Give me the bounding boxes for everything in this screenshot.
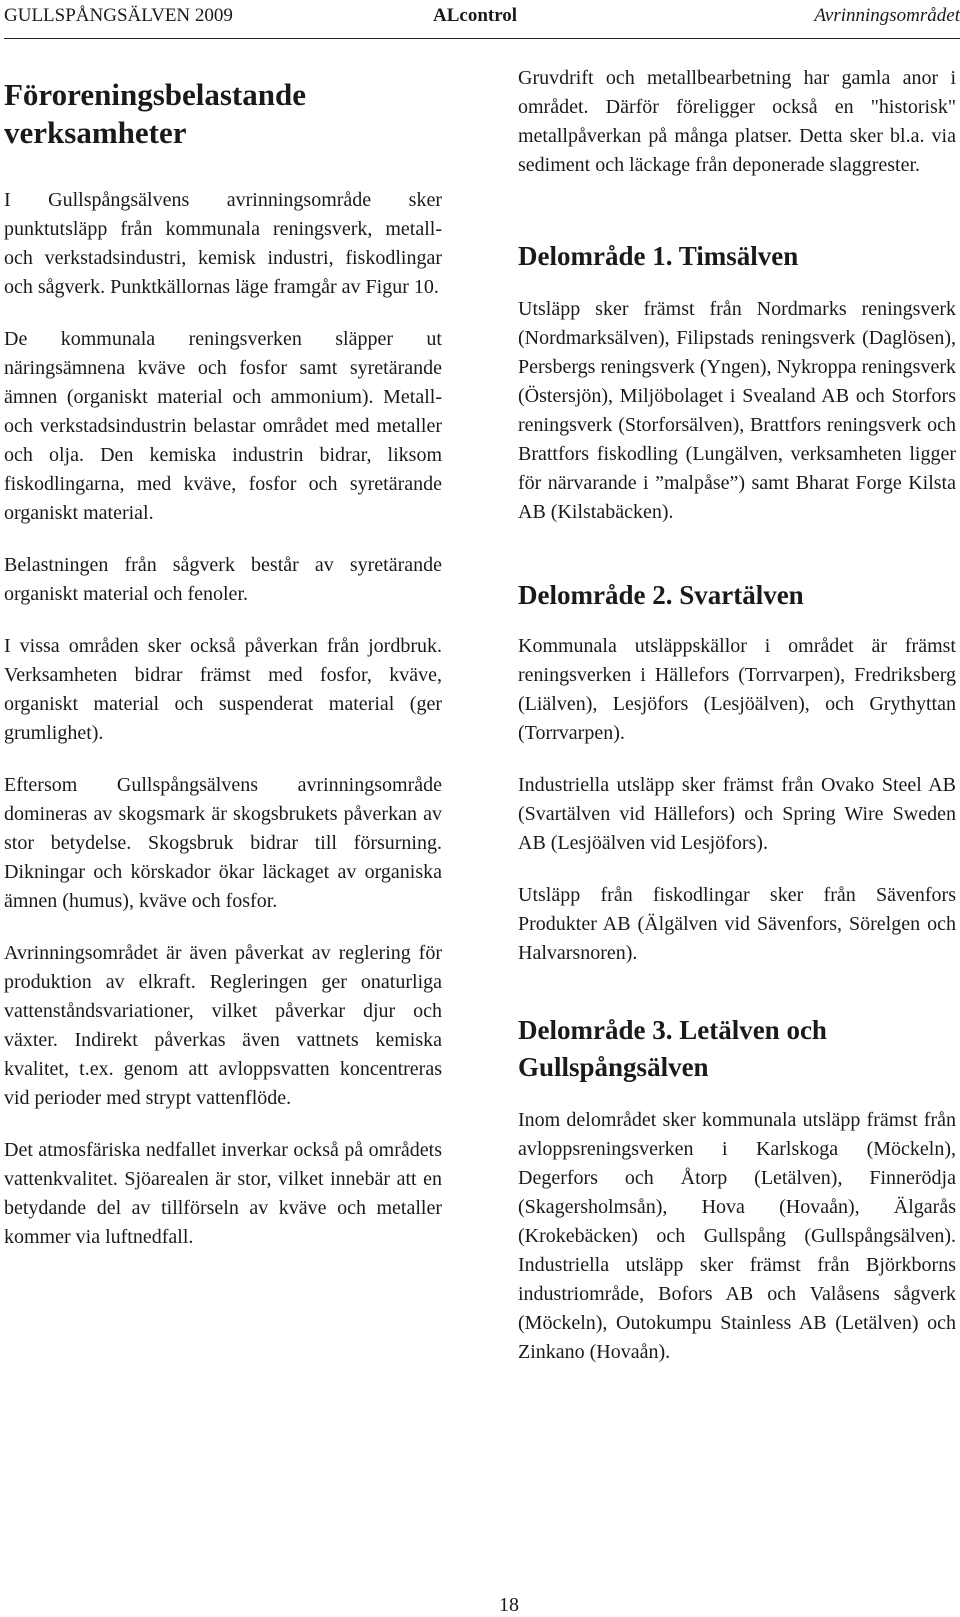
- paragraph: Belastningen från sågverk består av syretärande organiskt material och fenoler.: [4, 554, 442, 605]
- paragraph: Eftersom Gullspångsälvens avrinningsområde domineras av skogsmark är skogsbrukets påverkan av stor betydelse. Skogsbruk bidrar till försurning. Dikningar och körskador ökar läckaget av organiska ämnen (humus), kväve och fosfor.: [4, 774, 442, 912]
- paragraph: Gruvdrift och metallbearbetning har gamla anor i området. Därför föreligger också en "historisk" metallpåverkan på många platser. Detta sker bl.a. via sediment och läckage från deponerade slaggrester.: [518, 67, 956, 176]
- paragraph: Industriella utsläpp sker främst från Ovako Steel AB (Svartälven vid Hällefors) och Spring Wire Sweden AB (Lesjöälven vid Lesjöfors).: [518, 774, 956, 854]
- paragraph: I vissa områden sker också påverkan från jordbruk. Verksamheten bidrar främst med fosfor, kväve, organiskt material och suspenderat material (ger grumlighet).: [4, 635, 442, 744]
- paragraph: Avrinningsområdet är även påverkat av reglering för produktion av elkraft. Regleringen ger onaturliga vattenståndsvariationer, vilket påverkar djur och växter. Indirekt påverkas även vattnets kemiska kvalitet, t.ex. genom att avloppsvatten koncentreras vid perioder med strypt vattenflöde.: [4, 942, 442, 1109]
- page-number: 18: [499, 1594, 519, 1616]
- subsection-title: Delområde 1. Timsälven: [518, 241, 799, 271]
- subsection-title: Delområde 2. Svartälven: [518, 580, 804, 610]
- right-column: [518, 64, 956, 1367]
- paragraph: Utsläpp sker främst från Nordmarks reningsverk (Nordmarksälven), Filipstads reningsverk (Daglösen), Persbergs reningsverk (Yngen), Nykroppa reningsverk (Östersjön), Miljöbolaget i Svealand AB och Storfors reningsverk (Storforsälven), Brattfors reningsverk och Brattfors fiskodling (Lungälven, verksamheten ligger för närvarande i ”malpåse”) samt Bharat Forge Kilsta AB (Kilstabäcken).: [518, 298, 956, 523]
- paragraph: Kommunala utsläppskällor i området är främst reningsverken i Hällefors (Torrvarpen), Fredriksberg (Liälven), Lesjöfors (Lesjöälven), och Grythyttan (Torrvarpen).: [518, 635, 956, 744]
- paragraph: De kommunala reningsverken släpper ut näringsämnena kväve och fosfor samt syretärande ämnen (organiskt material och ammonium). Metall- och verkstadsindustrin belastar området med metaller och olja. Den kemiska industrin bidrar, liksom fiskodlingarna, med kväve, fosfor och syretärande organiskt material.: [4, 328, 442, 524]
- paragraph: Inom delområdet sker kommunala utsläpp främst från avloppsreningsverken i Karlskoga (Möckeln), Degerfors och Åtorp (Letälven), Finnerödja (Skagersholmsån), Hova (Hovaån), Älgarås (Krokebäcken) och Gullspång (Gullspångsälven). Industriella utsläpp sker främst från Björkborns industriområde, Bofors AB och Valåsens sågverk (Möckeln), Outokumpu Stainless AB (Letälven) och Zinkano (Hovaån).: [518, 1109, 956, 1363]
- left-column: [4, 64, 442, 1252]
- paragraph: Utsläpp från fiskodlingar sker från Sävenfors Produkter AB (Älgälven vid Sävenfors, Sörelgen och Halvarsnoren).: [518, 884, 956, 964]
- paragraph: Det atmosfäriska nedfallet inverkar också på områdets vattenkvalitet. Sjöarealen är stor, vilket innebär att en betydande del av tillförseln av kväve och metaller kommer via luftnedfall.: [4, 1139, 442, 1248]
- header-section: Avrinningsområdet: [814, 5, 960, 26]
- header-document-title: GULLSPÅNGSÄLVEN 2009: [4, 5, 233, 26]
- paragraph: I Gullspångsälvens avrinningsområde sker punktutsläpp från kommunala reningsverk, metall- och verkstadsindustri, kemisk industri, fiskodlingar och sågverk. Punktkällornas läge framgår av Figur 10.: [4, 189, 442, 298]
- page-header: [0, 0, 960, 38]
- header-company: ALcontrol: [433, 5, 518, 26]
- header-divider: [4, 38, 960, 39]
- subsection-title: Delområde 3. Letälven och Gullspångsälven: [518, 1015, 827, 1082]
- section-title: Föroreningsbelastande verksamheter: [4, 77, 306, 150]
